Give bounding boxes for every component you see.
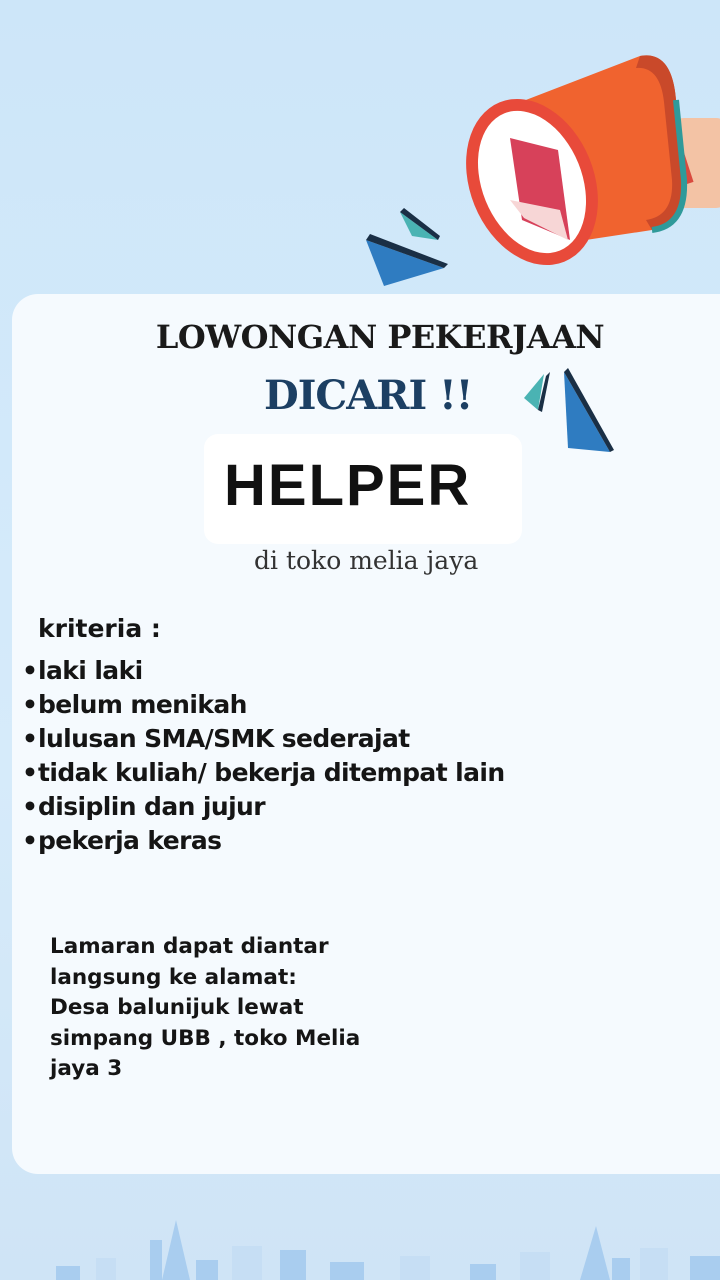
criteria-list <box>22 654 505 858</box>
address-line: Lamaran dapat diantar <box>50 934 329 959</box>
address-line: simpang UBB , toko Melia <box>50 1025 361 1051</box>
address-line: jaya 3 <box>50 1056 123 1081</box>
megaphone-icon <box>440 40 720 280</box>
criteria-item: •tidak kuliah/ bekerja ditempat lain <box>22 758 505 787</box>
triangle-decoration-icon <box>510 366 620 466</box>
criteria-item: •belum menikah <box>22 690 247 719</box>
criteria-item: •disiplin dan jujur <box>22 792 265 821</box>
poster-title: LOWONGAN PEKERJAAN <box>155 318 605 356</box>
address-block <box>50 932 360 1085</box>
criteria-heading: kriteria : <box>38 614 161 643</box>
triangle-decoration-icon <box>360 200 460 290</box>
position-title: HELPER <box>224 453 472 518</box>
address-line: Desa balunijuk lewat <box>50 995 304 1020</box>
location-line: di toko melia jaya <box>254 546 479 575</box>
poster-headline: DICARI !! <box>264 372 473 419</box>
address-line: langsung ke alamat: <box>50 964 297 990</box>
city-skyline-icon <box>0 1200 720 1280</box>
criteria-item: •laki laki <box>22 656 143 685</box>
criteria-item: •pekerja keras <box>22 826 222 855</box>
criteria-item: •lulusan SMA/SMK sederajat <box>22 724 410 753</box>
